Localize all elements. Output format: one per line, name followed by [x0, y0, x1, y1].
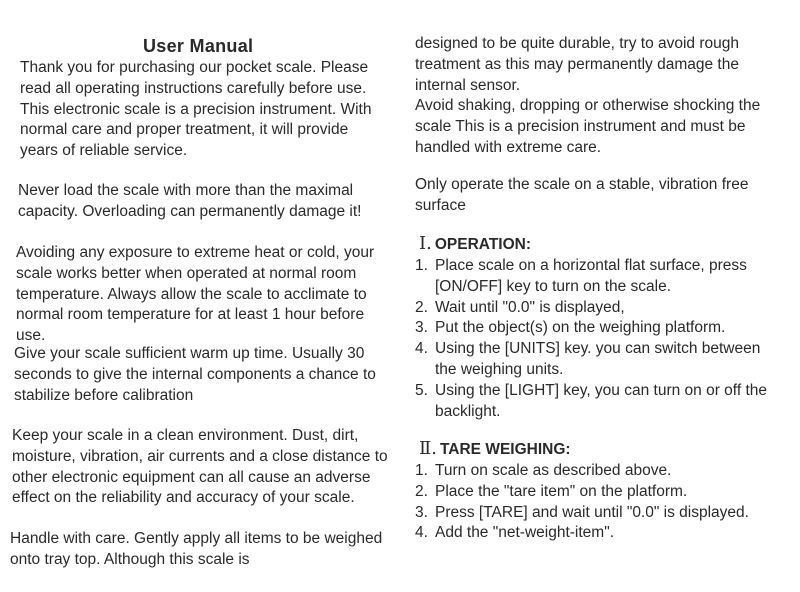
intro-paragraph: Thank you for purchasing our pocket scale. Please read all operating instructions carefully before use. This electronic scale is a precision instrument. With normal care and proper treatment, it will provide years of reliable service.: [20, 59, 372, 160]
operation-step: [415, 318, 783, 339]
step-text: Place scale on a horizontal flat surface, press [ON/OFF] key to turn on the scale.: [435, 257, 747, 295]
step-number: 3.: [415, 319, 428, 337]
operation-heading: [419, 233, 531, 254]
tare-steps: [415, 461, 783, 544]
tare-heading-text: TARE WEIGHING:: [439, 441, 571, 458]
tare-step: [415, 461, 783, 482]
step-number: 4.: [415, 524, 428, 542]
capacity-warning-paragraph: Never load the scale with more than the maximal capacity. Overloading can permanently damage it!: [18, 182, 362, 220]
step-number: 4.: [415, 340, 428, 358]
page-title: User Manual: [143, 36, 254, 56]
roman-numeral-one: Ⅰ.: [419, 233, 432, 254]
shock-warning-paragraph: Avoid shaking, dropping or otherwise shocking the scale This is a precision instrument and must be handled with extreme care.: [415, 97, 761, 156]
durability-paragraph: designed to be quite durable, try to avoid rough treatment as this may permanently damage the internal sensor.: [415, 35, 740, 94]
operation-step: [415, 381, 783, 423]
roman-numeral-two: Ⅱ.: [419, 438, 437, 459]
operation-steps: [415, 256, 783, 422]
warmup-paragraph: Give your scale sufficient warm up time. Usually 30 seconds to give the internal components a chance to stabilize before calibration: [14, 345, 376, 404]
step-text: Add the "net-weight-item".: [435, 524, 615, 542]
operation-step: [415, 256, 783, 298]
step-number: 1.: [415, 462, 428, 479]
step-text: Using the [UNITS] key. you can switch between the weighing units.: [435, 340, 761, 378]
stable-surface-paragraph: Only operate the scale on a stable, vibration free surface: [415, 176, 749, 214]
tare-step: [415, 523, 783, 544]
tare-heading: [419, 438, 571, 459]
operation-step: [415, 298, 783, 319]
tare-step: [415, 482, 783, 503]
operation-heading-text: OPERATION:: [434, 236, 531, 253]
step-number: 1.: [415, 257, 428, 274]
environment-paragraph: Keep your scale in a clean environment. Dust, dirt, moisture, vibration, air currents and a close distance to other electronic equipment can all cause an adverse effect on the reliability and accuracy of your scale.: [12, 427, 388, 507]
step-number: 2.: [415, 298, 428, 316]
temperature-paragraph: Avoiding any exposure to extreme heat or cold, your scale works better when operated at normal room temperature. Always allow the scale to acclimate to normal room temperature for at least 1 hour before use.: [16, 244, 375, 345]
step-number: 3.: [415, 503, 428, 521]
step-text: Wait until "0.0" is displayed,: [435, 298, 625, 316]
handling-paragraph: Handle with care. Gently apply all items to be weighed onto tray top. Although this scale is: [10, 530, 383, 568]
step-text: Turn on scale as described above.: [435, 462, 672, 479]
step-text: Put the object(s) on the weighing platform.: [435, 319, 726, 337]
step-text: Using the [LIGHT] key, you can turn on or off the backlight.: [435, 381, 767, 420]
step-number: 5.: [415, 381, 428, 399]
step-number: 2.: [415, 482, 428, 500]
tare-step: [415, 503, 783, 524]
operation-step: [415, 339, 783, 381]
step-text: Place the "tare item" on the platform.: [435, 482, 688, 500]
step-text: Press [TARE] and wait until "0.0" is displayed.: [435, 503, 749, 521]
